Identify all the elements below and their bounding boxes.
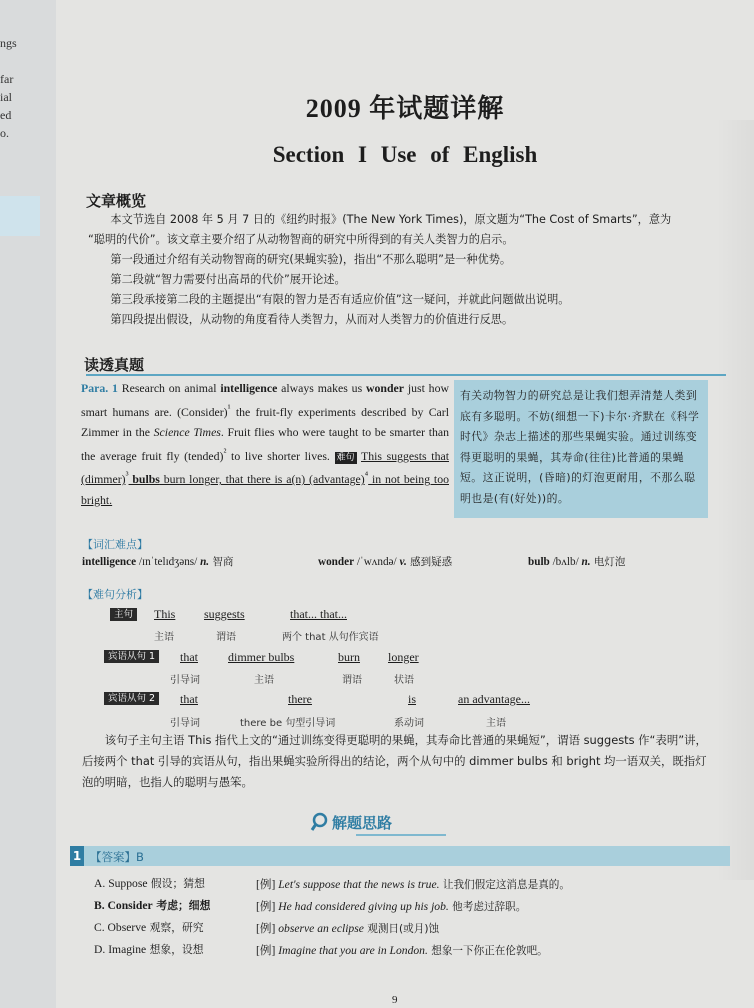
para-label: Para. 1	[81, 381, 118, 395]
grammar-gloss: there be 句型引导词	[240, 718, 336, 729]
fragment-text: ngs	[0, 36, 17, 50]
overview-heading: 文章概览	[86, 192, 147, 210]
hard-sentence-tag: 难句	[336, 452, 355, 463]
answer-bar	[70, 846, 730, 866]
option-item: A. Suppose 假设；猜想	[94, 877, 205, 890]
magnifier-icon	[310, 812, 330, 832]
grammar-word: longer	[388, 650, 419, 664]
grammar-word: is	[408, 692, 417, 706]
fragment-text: far	[0, 72, 14, 86]
vocab-item: wonder /ˈwʌndə/ v. 感到疑惑	[318, 556, 453, 568]
grammar-gloss: 引导词	[170, 675, 200, 686]
grammar-word: burn	[338, 650, 360, 664]
section-title: Section I Use of English	[272, 142, 538, 167]
fragment-text: ed	[0, 108, 12, 122]
option-example: [例] observe an eclipse 观测日(或月)蚀	[256, 922, 440, 935]
blue-band	[0, 196, 40, 236]
reading-heading: 读透真题	[84, 356, 145, 374]
vocab-label: 【词汇难点】	[82, 538, 148, 551]
option-item: B. Consider 考虑；细想	[94, 899, 211, 912]
grammar-gloss: 系动词	[394, 718, 424, 729]
grammar-word: This	[154, 607, 176, 621]
passage-paragraph: Para. 1 Research on animal intelligence always makes us wonder just how smart humans are. (Consider)$^{^1}$ the fruit-fly experiments described by Carl Zimmer in the Science Times. Fruit flies who were taught to be smarter than the average fruit fly (tended)$^{^2}$ to live shorter lives. 难句 This suggests that (dimmer)$^{^3}$ bulbs burn longer, that there is a(n) (advantage)$^{^4}$ in not being too bright.	[81, 381, 450, 507]
option-example: [例] He had considered giving up his job. 他考虑过辞职。	[256, 900, 527, 913]
grammar-word: that	[180, 692, 198, 706]
option-item: D. Imagine 想象，设想	[94, 943, 204, 956]
overview-line: 第一段通过介绍有关动物智商的研究(果蝇实验)，指出“不那么聪明”是一种优势。	[110, 253, 512, 266]
grammar-gloss: 两个 that 从句作宾语	[282, 632, 379, 643]
grammar-gloss: 谓语	[216, 632, 236, 643]
grammar-word: there	[288, 692, 312, 706]
book-page	[56, 0, 754, 1008]
grammar-word: an advantage...	[458, 692, 530, 706]
approach-heading: 解题思路	[332, 814, 393, 832]
option-example: [例] Let's suppose that the news is true. 让我们假定这消息是真的。	[256, 878, 570, 891]
question-number: 1	[70, 846, 84, 866]
analysis-explanation: 该句子主句主语 This 指代上文的“通过训练变得更聪明的果蝇，其寿命比普通的果蝇短”，谓语 suggests 作“表明”讲，后接两个 that 引导的宾语从句，指出果蝇实验所得出的结论，两个从句中的 dimmer bulbs 和 bright 均一语双关，既指灯泡的明暗，也指人的聪明与愚笨。	[82, 733, 707, 789]
option-item: C. Observe 观察，研究	[94, 921, 204, 934]
overview-line: 第四段提出假设，从动物的角度看待人类智力，从而对人类智力的价值进行反思。	[110, 313, 514, 326]
translation-box: 有关动物智力的研究总是让我们想弄清楚人类到底有多聪明。不妨(细想一下)卡尔·齐默在《科学时代》杂志上描述的那些果蝇实验。通过训练变得更聪明的果蝇，其寿命(往往)比普通的果蝇短。这正说明，(昏暗)的灯泡更耐用，不那么聪明也是(有(好处))的。	[454, 380, 708, 518]
fragment-text: ial	[0, 90, 12, 104]
page-title: 2009 年试题详解	[305, 94, 505, 123]
fragment-text: o.	[0, 126, 9, 140]
approach-underline	[356, 834, 446, 836]
grammar-gloss: 引导词	[170, 718, 200, 729]
grammar-gloss: 主语	[154, 632, 174, 643]
grammar-word: that... that...	[290, 607, 347, 621]
vocab-item: intelligence /ɪnˈtelɪdʒəns/ n. 智商	[82, 556, 234, 568]
option-example: [例] Imagine that you are in London. 想象一下你正在伦敦吧。	[256, 944, 548, 957]
grammar-word: that	[180, 650, 198, 664]
grammar-word: suggests	[204, 607, 245, 621]
grammar-gloss: 谓语	[342, 675, 362, 686]
page-number: 9	[392, 994, 398, 1006]
analysis-label: 【难句分析】	[82, 588, 148, 601]
answer-label: 【答案】B	[90, 850, 144, 864]
main-clause-tag: 主句	[110, 608, 137, 621]
adjacent-page-edge	[0, 0, 58, 1008]
vocab-item: bulb /bʌlb/ n. 电灯泡	[528, 556, 626, 568]
object-clause-tag: 宾语从句 2	[104, 692, 159, 705]
grammar-word: dimmer bulbs	[228, 650, 295, 664]
grammar-gloss: 状语	[394, 675, 414, 686]
section-rule	[86, 374, 726, 376]
grammar-gloss: 主语	[486, 718, 506, 729]
overview-line: 第二段就“智力需要付出高昂的代价”展开论述。	[110, 273, 346, 286]
overview-body	[88, 210, 708, 330]
overview-line: “聪明的代价”。该文章主要介绍了从动物智商的研究中所得到的有关人类智力的启示。	[88, 233, 514, 246]
object-clause-tag: 宾语从句 1	[104, 650, 159, 663]
overview-line: 本文节选自 2008 年 5 月 7 日的《纽约时报》(The New York Times)，原文题为“The Cost of Smarts”，意为	[110, 213, 672, 226]
grammar-gloss: 主语	[254, 675, 274, 686]
overview-line: 第三段承接第二段的主题提出“有限的智力是否有适应价值”这一疑问，并就此问题做出说明。	[110, 293, 570, 306]
